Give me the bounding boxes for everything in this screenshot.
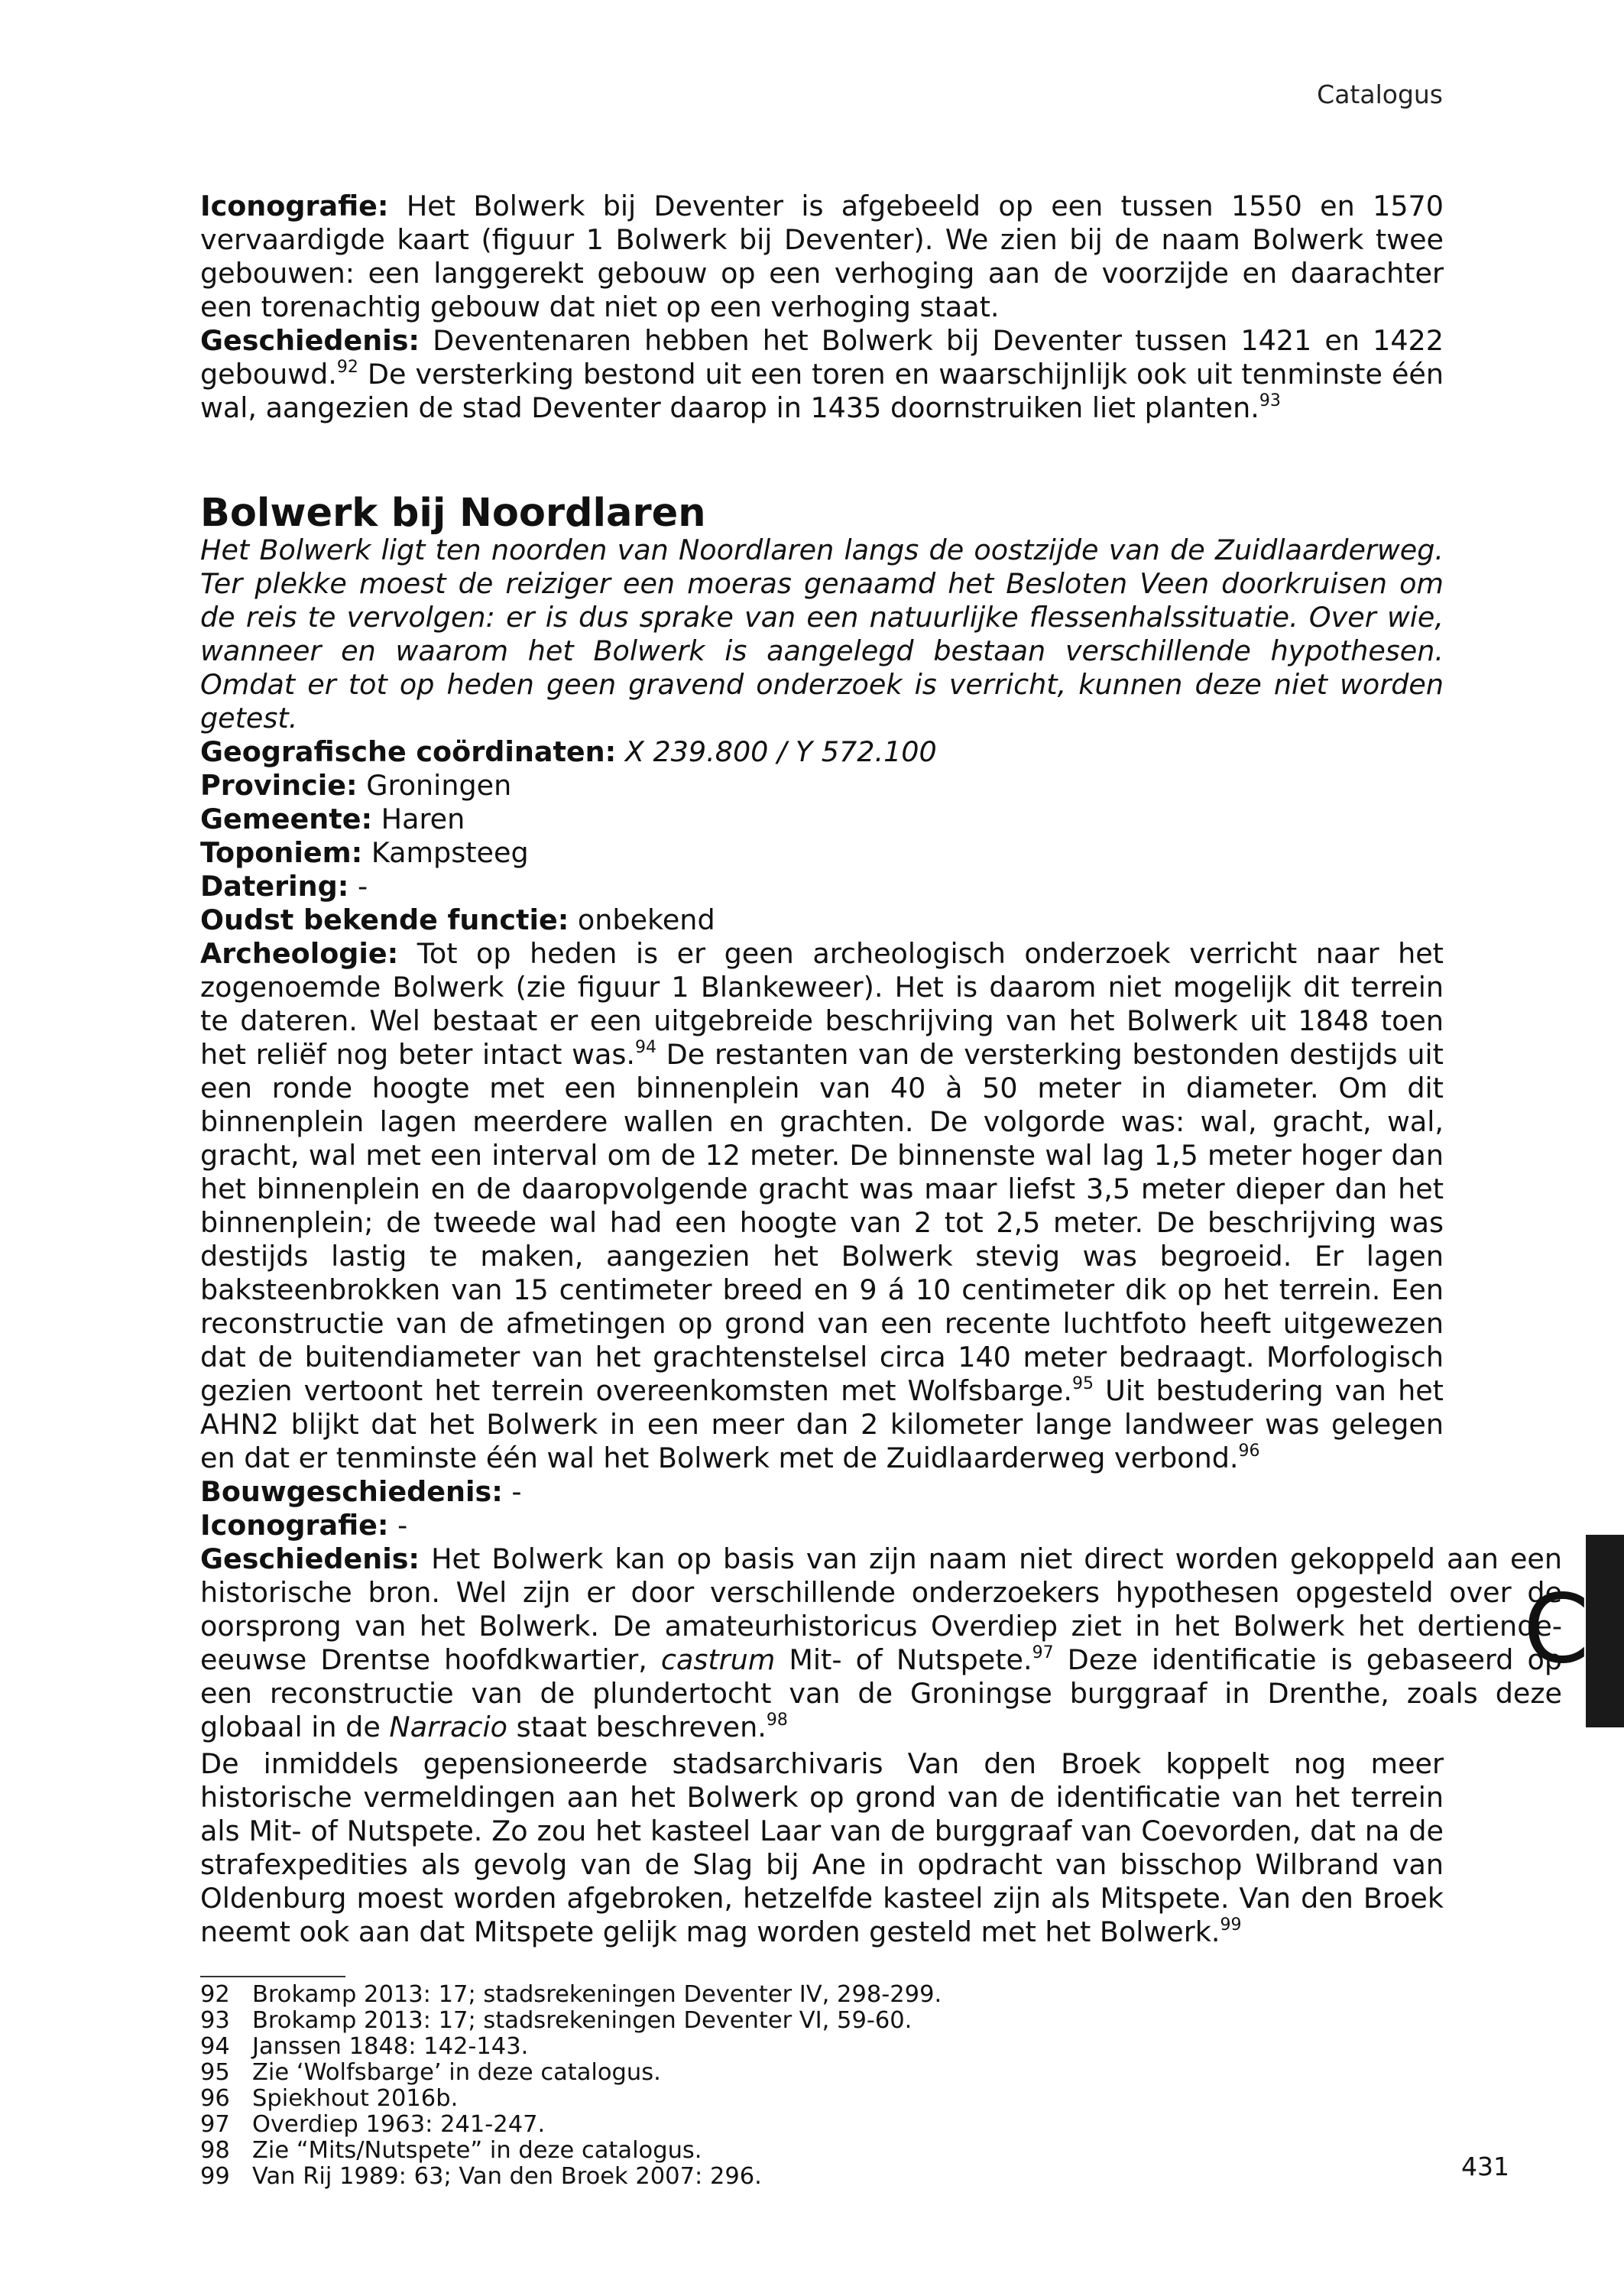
footnote-ref-95[interactable]: 95 xyxy=(1071,1374,1094,1393)
footnote-94 xyxy=(200,2034,942,2060)
text-geschiedenis-a: Deventenaren hebben het Bolwerk bij Deventer tussen 1421 en 1422 gebouwd. xyxy=(200,324,1444,391)
meta-datering-label: Datering: xyxy=(200,870,349,903)
label-archeologie: Archeologie: xyxy=(200,937,399,970)
text-geschiedenis-2d: staat beschreven. xyxy=(507,1711,767,1743)
section-heading: Bolwerk bij Noordlaren xyxy=(200,491,706,536)
footnote-text: Brokamp 2013: 17; stadsrekeningen Deventer VI, 59-60. xyxy=(252,2007,912,2034)
footnote-92 xyxy=(200,1982,942,2008)
thumb-index-tab xyxy=(1586,1535,1624,1727)
footnote-number: 95 xyxy=(200,2059,230,2086)
footnote-text: Zie “Mits/Nutspete” in deze catalogus. xyxy=(252,2137,702,2164)
term-narracio: Narracio xyxy=(389,1711,507,1743)
meta-toponiem-label: Toponiem: xyxy=(200,836,363,869)
text-archeologie-a: Tot op heden is er geen archeologisch onderzoek verricht naar het zogenoemde Bolwerk (zie figuur 1 Blankeweer). Het is daarom niet mogelijk dit terrein te dateren. Wel bestaat er een uitgebreide beschrijving van het Bolwerk uit 1848 toen het reliëf nog beter intact was. xyxy=(200,937,1444,1071)
text-geschiedenis-2a: Het Bolwerk kan op basis van zijn naam niet direct worden gekoppeld aan een historische bron. Wel zijn er door verschillende onderzoekers hypothesen opgesteld over de oorsprong van het Bolwerk. De amateurhistoricus Overdiep ziet in het Bolwerk het dertiende-eeuwse Drentse hoofdkwartier, xyxy=(200,1542,1562,1676)
footnote-ref-94[interactable]: 94 xyxy=(634,1038,656,1057)
paragraph-van-den-broek xyxy=(200,1747,1444,1949)
section-intro: Het Bolwerk ligt ten noorden van Noordlaren langs de oostzijde van de Zuidlaarderweg. Ter plekke moest de reiziger een moeras genaamd het Besloten Veen doorkruisen om de reis te vervolgen: er is dus sprake van een natuurlijke flessenhalssituatie. Over wie, wanneer en waarom het Bolwerk is aangelegd bestaan verschillende hypothesen. Omdat er tot op heden geen gravend onderzoek is verricht, kunnen deze niet worden getest. xyxy=(200,534,1444,735)
meta-provincie xyxy=(200,769,937,803)
footnote-text: Janssen 1848: 142-143. xyxy=(252,2033,529,2060)
footnote-98 xyxy=(200,2138,942,2164)
page-number: 431 xyxy=(1461,2152,1509,2181)
footnote-97 xyxy=(200,2112,942,2138)
footnote-99 xyxy=(200,2164,942,2190)
meta-datering-value: - xyxy=(348,870,368,903)
meta-functie-label: Oudst bekende functie: xyxy=(200,903,569,936)
meta-coords xyxy=(200,735,937,769)
text-archeologie-c: Uit bestudering van het AHN2 blijkt dat het Bolwerk in een meer dan 2 kilometer lange landweer was gelegen en dat er tenminste één wal het Bolwerk met de Zuidlaarderweg verbond. xyxy=(200,1374,1444,1474)
footnote-ref-98[interactable]: 98 xyxy=(766,1711,788,1730)
meta-toponiem xyxy=(200,836,937,870)
footnote-ref-92[interactable]: 92 xyxy=(336,358,358,377)
value-bouwgeschiedenis: - xyxy=(502,1475,522,1508)
label-iconografie-2: Iconografie: xyxy=(200,1509,389,1542)
meta-coords-value: X 239.800 / Y 572.100 xyxy=(616,735,937,768)
footnote-ref-93[interactable]: 93 xyxy=(1259,391,1281,410)
footnote-96 xyxy=(200,2086,942,2112)
footnote-93 xyxy=(200,2008,942,2034)
paragraph-iconografie xyxy=(200,190,1444,324)
text-geschiedenis-2b: Mit- of Nutspete. xyxy=(775,1643,1032,1676)
value-iconografie-2: - xyxy=(388,1509,408,1542)
footnote-ref-96[interactable]: 96 xyxy=(1238,1442,1260,1461)
meta-functie xyxy=(200,903,937,937)
text-van-den-broek: De inmiddels gepensioneerde stadsarchivaris Van den Broek koppelt nog meer historische vermeldingen aan het Bolwerk op grond van de identificatie van het terrein als Mit- of Nutspete. Zo zou het kasteel Laar van de burggraaf van Coevorden, dat na de strafexpedities als gevolg van de Slag bij Ane in opdracht van bisschop Wilbrand van Oldenburg moest worden afgebroken, hetzelfde kasteel zijn als Mitspete. Van den Broek neemt ook aan dat Mitspete gelijk mag worden gesteld met het Bolwerk. xyxy=(200,1747,1444,1948)
footnote-text: Van Rij 1989: 63; Van den Broek 2007: 296. xyxy=(252,2163,762,2190)
meta-gemeente-value: Haren xyxy=(372,803,465,835)
footnote-divider xyxy=(200,1976,345,1977)
text-iconografie: Het Bolwerk bij Deventer is afgebeeld op een tussen 1550 en 1570 vervaardigde kaart (figuur 1 Bolwerk bij Deventer). We zien bij de naam Bolwerk twee gebouwen: een langgerekt gebouw op een verhoging aan de voorzijde en daarachter een torenachtig gebouw dat niet op een verhoging staat. xyxy=(200,190,1444,323)
thumb-index-letter: C xyxy=(1523,1575,1590,1685)
label-geschiedenis: Geschiedenis: xyxy=(200,324,420,357)
metadata-block xyxy=(200,735,937,937)
footnote-number: 92 xyxy=(200,1981,230,2008)
meta-coords-label: Geografische coördinaten: xyxy=(200,735,617,768)
text-geschiedenis-b: De versterking bestond uit een toren en waarschijnlijk ook uit tenminste één wal, aangezien de stad Deventer daarop in 1435 doornstruiken liet planten. xyxy=(200,358,1444,424)
footnote-text: Zie ‘Wolfsbarge’ in deze catalogus. xyxy=(252,2059,661,2086)
meta-functie-value: onbekend xyxy=(569,903,715,936)
footnote-number: 94 xyxy=(200,2033,230,2060)
footnote-text: Overdiep 1963: 241-247. xyxy=(252,2111,546,2138)
footnote-text: Spiekhout 2016b. xyxy=(252,2085,459,2112)
section-noordlaren-body xyxy=(200,937,1562,1744)
footnote-95 xyxy=(200,2060,942,2086)
label-geschiedenis-2: Geschiedenis: xyxy=(200,1542,420,1575)
footnote-number: 96 xyxy=(200,2085,230,2112)
paragraph-geschiedenis-2 xyxy=(200,1542,1562,1744)
meta-gemeente xyxy=(200,803,937,836)
paragraph-bouwgeschiedenis xyxy=(200,1475,1444,1509)
footnote-ref-97[interactable]: 97 xyxy=(1032,1643,1054,1662)
label-iconografie: Iconografie: xyxy=(200,190,389,222)
footnote-number: 97 xyxy=(200,2111,230,2138)
paragraph-archeologie xyxy=(200,937,1444,1475)
text-geschiedenis-2c: Deze identificatie is gebaseerd op een reconstructie van de plundertocht van de Groningse burggraaf in Drenthe, zoals deze globaal in de xyxy=(200,1643,1562,1743)
text-archeologie-b: De restanten van de versterking bestonden destijds uit een ronde hoogte met een binnenplein van 40 à 50 meter in diameter. Om dit binnenplein lagen meerdere wallen en grachten. De volgorde was: wal, gracht, wal, gracht, wal met een interval om de 12 meter. De binnenste wal lag 1,5 meter hoger dan het binnenplein en de daaropvolgende gracht was maar liefst 3,5 meter dieper dan het binnenplein; de tweede wal had een hoogte van 2 tot 2,5 meter. De beschrijving was destijds lastig te maken, aangezien het Bolwerk stevig was begroeid. Er lagen baksteenbrokken van 15 centimeter breed en 9 á 10 centimeter dik op het terrein. Een reconstructie van de afmetingen op grond van een recente luchtfoto heeft uitgewezen dat de buitendiameter van het grachtenstelsel circa 140 meter bedraagt. Morfologisch gezien vertoont het terrein overeenkomsten met Wolfsbarge. xyxy=(200,1038,1444,1407)
footnote-number: 99 xyxy=(200,2163,230,2190)
meta-datering xyxy=(200,870,937,903)
paragraph-geschiedenis xyxy=(200,324,1444,425)
meta-gemeente-label: Gemeente: xyxy=(200,803,373,835)
footnote-ref-99[interactable]: 99 xyxy=(1220,1915,1242,1935)
meta-provincie-value: Groningen xyxy=(357,769,512,802)
label-bouwgeschiedenis: Bouwgeschiedenis: xyxy=(200,1475,503,1508)
section-deventer xyxy=(200,190,1444,425)
running-header: Catalogus xyxy=(1317,79,1443,109)
term-castrum: castrum xyxy=(660,1643,776,1676)
meta-toponiem-value: Kampsteeg xyxy=(362,836,529,869)
footnote-number: 98 xyxy=(200,2137,230,2164)
footnote-text: Brokamp 2013: 17; stadsrekeningen Deventer IV, 298-299. xyxy=(252,1981,942,2008)
meta-provincie-label: Provincie: xyxy=(200,769,358,802)
paragraph-iconografie-2 xyxy=(200,1509,1444,1542)
footnotes xyxy=(200,1982,942,2190)
footnote-number: 93 xyxy=(200,2007,230,2034)
